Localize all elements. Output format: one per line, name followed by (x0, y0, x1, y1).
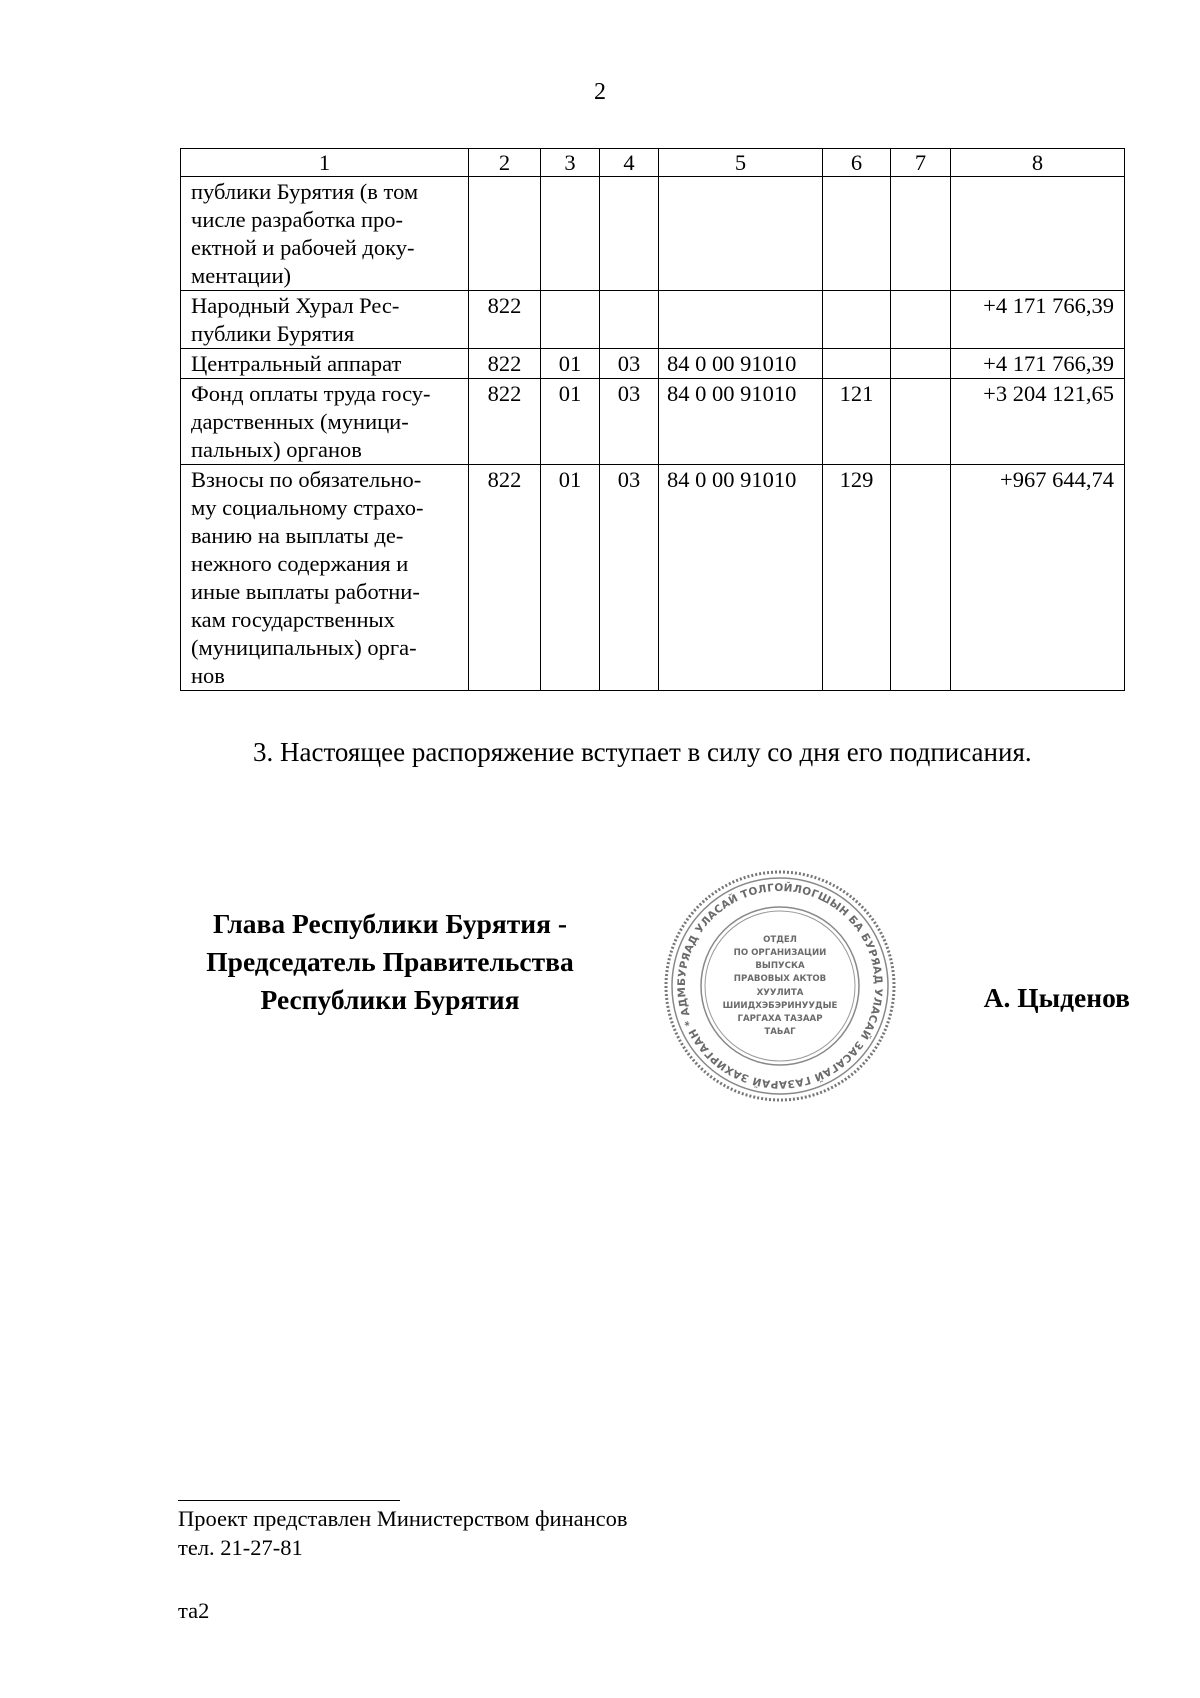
cell-amount: +4 171 766,39 (951, 349, 1125, 379)
row-name-cell: Центральный аппарат (181, 349, 469, 379)
table-row (181, 465, 1125, 691)
cell-ministry: 822 (469, 465, 541, 691)
stamp-seal-graphic (662, 868, 898, 1104)
cell-subsection: 03 (600, 465, 659, 691)
footnote-line: Проект представлен Министерством финансов (178, 1506, 628, 1531)
cell-subsection (600, 177, 659, 291)
cell-expense-type (823, 349, 891, 379)
cell-ministry: 822 (469, 379, 541, 465)
column-header: 8 (951, 149, 1125, 177)
clause-effective-date: 3. Настоящее распоряжение вступает в силу со дня его подписания. (253, 737, 1032, 767)
cell-subsection (600, 291, 659, 349)
column-header: 4 (600, 149, 659, 177)
signatory-title-line: Республики Бурятия (260, 984, 520, 1015)
cell-col7 (891, 379, 951, 465)
cell-col7 (891, 465, 951, 691)
stamp-inner-line: ХУУЛИТА (756, 988, 804, 998)
cell-subsection: 03 (600, 379, 659, 465)
cell-section (541, 291, 600, 349)
column-header: 6 (823, 149, 891, 177)
stamp-outer-text: БУРЯАД УЛАСАЙ ТОЛГОЙЛОГШЫН БА БУРЯАД УЛАСАЙ ЗАСАГАЙ ГАЗАРАЙ ЗАХИРГААН * АДМ (675, 881, 885, 1091)
stamp-inner-line: ГАРГАХА ТАЗААР (737, 1014, 823, 1024)
column-header: 5 (659, 149, 823, 177)
cell-col7 (891, 291, 951, 349)
stamp-inner-line: ВЫПУСКА (755, 961, 805, 971)
stamp-inner-line: ОТДЕЛ (763, 935, 797, 945)
signatory-title-line: Председатель Правительства (206, 946, 574, 977)
table-row (181, 291, 1125, 349)
cell-ministry (469, 177, 541, 291)
cell-amount: +3 204 121,65 (951, 379, 1125, 465)
signatory-title-line: Глава Республики Бурятия - (212, 908, 568, 939)
cell-target-article: 84 0 00 91010 (659, 379, 823, 465)
cell-section: 01 (541, 379, 600, 465)
cell-target-article (659, 291, 823, 349)
signatory-name: А. Цыденов (983, 982, 1130, 1013)
table-row (181, 349, 1125, 379)
cell-section: 01 (541, 465, 600, 691)
cell-expense-type (823, 291, 891, 349)
stamp-inner-line: ПО ОРГАНИЗАЦИИ (733, 948, 827, 958)
cell-amount: +4 171 766,39 (951, 291, 1125, 349)
footnote (178, 1504, 878, 1562)
cell-section (541, 177, 600, 291)
cell-col7 (891, 349, 951, 379)
column-header: 7 (891, 149, 951, 177)
cell-expense-type: 129 (823, 465, 891, 691)
cell-expense-type: 121 (823, 379, 891, 465)
cell-col7 (891, 177, 951, 291)
row-name-cell: Фонд оплаты труда госу- дарственных (муници- пальных) органов (181, 379, 469, 465)
stamp-inner-line: ТАЬАГ (764, 1027, 796, 1037)
table-row (181, 379, 1125, 465)
footnote-divider (178, 1500, 400, 1501)
table-header-row (181, 149, 1125, 177)
budget-table (180, 148, 1125, 691)
row-name-cell: Народный Хурал Рес- публики Бурятия (181, 291, 469, 349)
cell-amount (951, 177, 1125, 291)
cell-ministry: 822 (469, 349, 541, 379)
cell-target-article: 84 0 00 91010 (659, 465, 823, 691)
official-stamp (662, 868, 898, 1104)
cell-target-article: 84 0 00 91010 (659, 349, 823, 379)
row-name-cell: Взносы по обязательно- му социальному страхо- ванию на выплаты де- нежного содержания и иные выплаты работни- кам государственных (муниципальных) орга- нов (181, 465, 469, 691)
cell-subsection: 03 (600, 349, 659, 379)
signatory-title (170, 905, 610, 1019)
column-header: 1 (181, 149, 469, 177)
table-row (181, 177, 1125, 291)
page-number: 2 (594, 79, 606, 105)
column-header: 2 (469, 149, 541, 177)
footnote-line: тел. 21-27-81 (178, 1535, 303, 1560)
cell-section: 01 (541, 349, 600, 379)
stamp-inner-line: ПРАВОВЫХ АКТОВ (733, 974, 827, 984)
row-name-cell: публики Бурятия (в том числе разработка про- ектной и рабочей доку- ментации) (181, 177, 469, 291)
stamp-inner-line: ШИИДХЭБЭРИНУУДЫЕ (722, 1001, 838, 1011)
cell-ministry: 822 (469, 291, 541, 349)
cell-amount: +967 644,74 (951, 465, 1125, 691)
cell-expense-type (823, 177, 891, 291)
column-header: 3 (541, 149, 600, 177)
document-code: та2 (178, 1598, 210, 1623)
cell-target-article (659, 177, 823, 291)
